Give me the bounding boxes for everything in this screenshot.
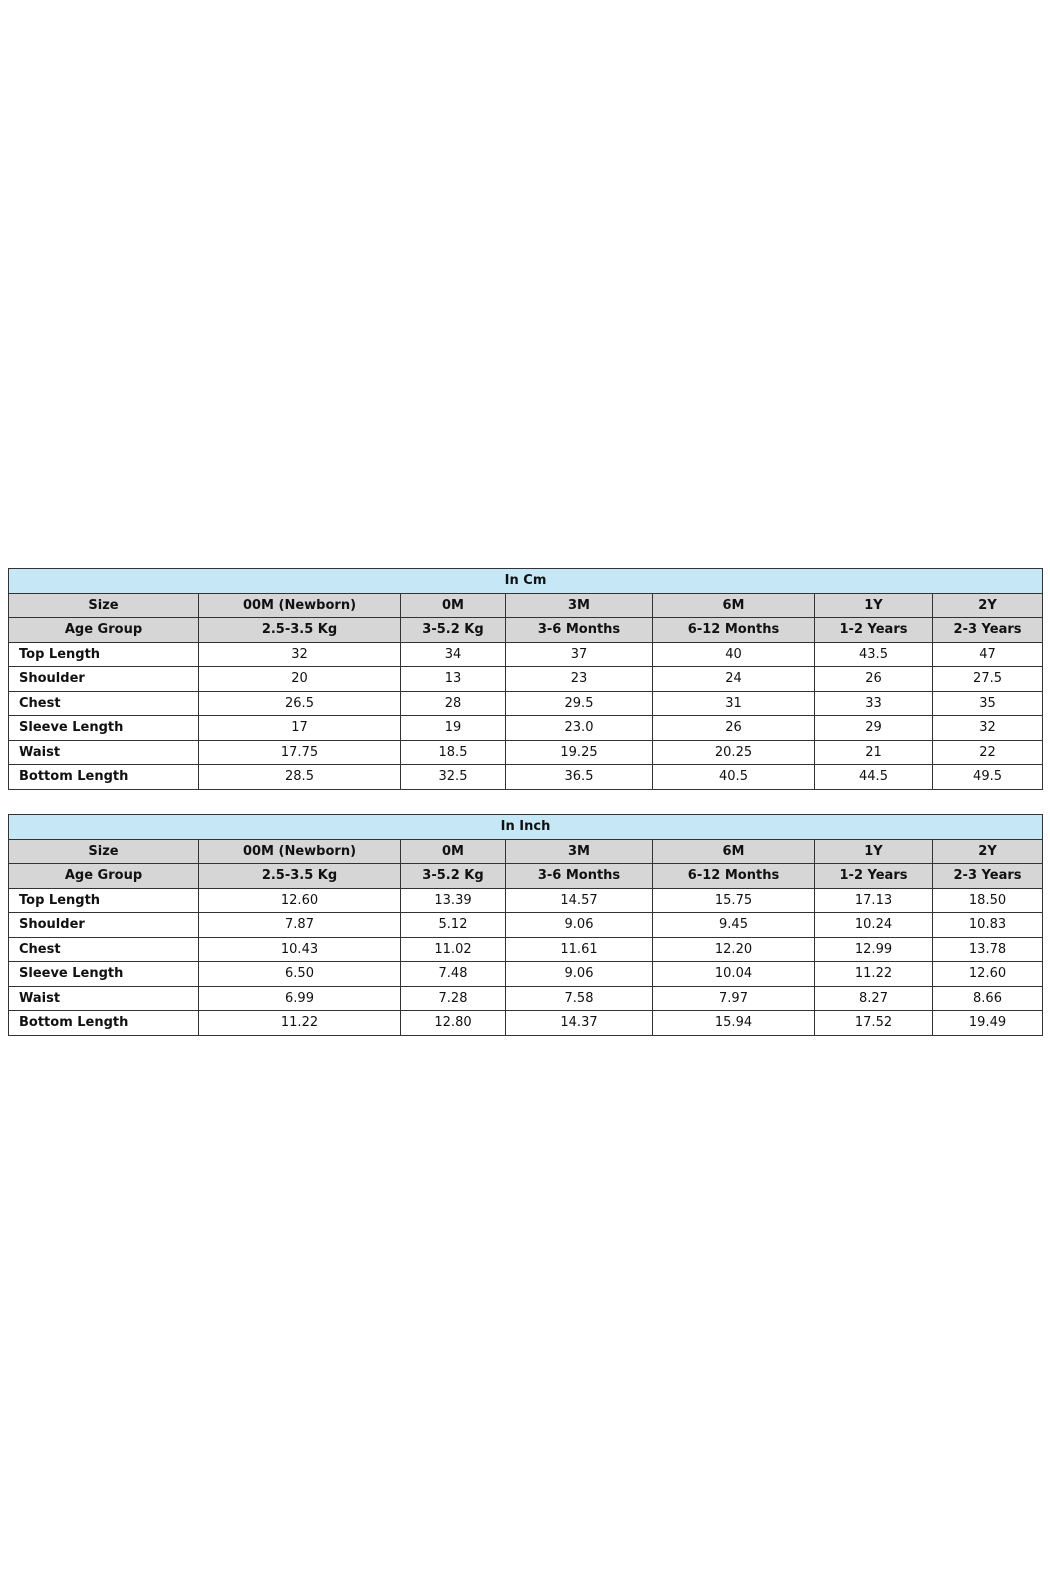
measurement-value: 23.0 [506,716,653,741]
measurement-value: 26 [653,716,815,741]
measurement-value: 23 [506,667,653,692]
age-group-cell: 3-6 Months [506,864,653,889]
measurement-label: Chest [9,937,199,962]
measurement-value: 7.48 [401,962,506,987]
measurement-value: 33 [815,691,933,716]
measurement-value: 28 [401,691,506,716]
measurement-value: 32 [933,716,1043,741]
measurement-value: 10.43 [199,937,401,962]
size-header-cell: 6M [653,839,815,864]
measurement-label: Chest [9,691,199,716]
measurement-value: 13.39 [401,888,506,913]
measurement-value: 11.22 [199,1011,401,1036]
measurement-label: Waist [9,986,199,1011]
measurement-value: 12.60 [933,962,1043,987]
age-group-row [9,618,1043,643]
size-chart-inch [8,814,1042,1036]
size-header-cell: 00M (Newborn) [199,593,401,618]
size-header-cell: 0M [401,839,506,864]
measurement-label: Shoulder [9,913,199,938]
measurement-value: 7.87 [199,913,401,938]
measurement-value: 14.57 [506,888,653,913]
table-row [9,765,1043,790]
table-title-row [9,815,1043,840]
measurement-value: 21 [815,740,933,765]
measurement-value: 12.60 [199,888,401,913]
age-group-cell: 2.5-3.5 Kg [199,864,401,889]
table-title-row [9,569,1043,594]
table-row [9,716,1043,741]
size-header-cell: 00M (Newborn) [199,839,401,864]
size-header-cell: 3M [506,839,653,864]
measurement-value: 9.45 [653,913,815,938]
measurement-value: 13.78 [933,937,1043,962]
measurement-value: 17 [199,716,401,741]
measurement-value: 15.75 [653,888,815,913]
measurement-value: 6.50 [199,962,401,987]
measurement-label: Shoulder [9,667,199,692]
table-title: In Inch [9,815,1043,840]
measurement-value: 10.24 [815,913,933,938]
table-row [9,962,1043,987]
table-row [9,888,1043,913]
measurement-value: 26 [815,667,933,692]
measurement-value: 20.25 [653,740,815,765]
age-group-row [9,864,1043,889]
table-row [9,691,1043,716]
measurement-value: 44.5 [815,765,933,790]
measurement-value: 6.99 [199,986,401,1011]
measurement-value: 32 [199,642,401,667]
measurement-value: 10.83 [933,913,1043,938]
age-group-cell: 3-5.2 Kg [401,864,506,889]
age-group-cell: 6-12 Months [653,864,815,889]
table-row [9,740,1043,765]
measurement-value: 8.66 [933,986,1043,1011]
size-header-cell: 6M [653,593,815,618]
age-group-cell: 2-3 Years [933,618,1043,643]
table-row [9,937,1043,962]
size-header-row [9,839,1043,864]
measurement-value: 17.13 [815,888,933,913]
measurement-value: 18.5 [401,740,506,765]
measurement-value: 40 [653,642,815,667]
table-row [9,913,1043,938]
measurement-value: 19.25 [506,740,653,765]
size-header-cell: 0M [401,593,506,618]
age-group-label: Age Group [9,864,199,889]
measurement-value: 24 [653,667,815,692]
measurement-value: 29 [815,716,933,741]
measurement-value: 35 [933,691,1043,716]
size-table-inch [8,814,1043,1036]
measurement-value: 37 [506,642,653,667]
measurement-value: 8.27 [815,986,933,1011]
measurement-value: 34 [401,642,506,667]
measurement-value: 11.22 [815,962,933,987]
age-group-cell: 2.5-3.5 Kg [199,618,401,643]
measurement-value: 9.06 [506,962,653,987]
measurement-value: 7.28 [401,986,506,1011]
table-row [9,667,1043,692]
measurement-value: 12.20 [653,937,815,962]
size-header-row [9,593,1043,618]
measurement-value: 29.5 [506,691,653,716]
age-group-cell: 3-5.2 Kg [401,618,506,643]
measurement-value: 5.12 [401,913,506,938]
measurement-value: 17.52 [815,1011,933,1036]
measurement-label: Top Length [9,888,199,913]
measurement-value: 28.5 [199,765,401,790]
measurement-value: 12.99 [815,937,933,962]
age-group-cell: 3-6 Months [506,618,653,643]
measurement-value: 11.02 [401,937,506,962]
measurement-value: 47 [933,642,1043,667]
measurement-value: 18.50 [933,888,1043,913]
measurement-value: 22 [933,740,1043,765]
age-group-cell: 1-2 Years [815,618,933,643]
measurement-label: Sleeve Length [9,962,199,987]
measurement-value: 26.5 [199,691,401,716]
measurement-value: 43.5 [815,642,933,667]
size-header-cell: 1Y [815,593,933,618]
size-chart-cm [8,568,1042,790]
size-header-label: Size [9,839,199,864]
measurement-value: 7.58 [506,986,653,1011]
measurement-value: 10.04 [653,962,815,987]
measurement-value: 15.94 [653,1011,815,1036]
measurement-value: 19 [401,716,506,741]
measurement-value: 20 [199,667,401,692]
measurement-value: 7.97 [653,986,815,1011]
size-header-cell: 2Y [933,593,1043,618]
measurement-value: 9.06 [506,913,653,938]
age-group-cell: 2-3 Years [933,864,1043,889]
table-row [9,642,1043,667]
age-group-cell: 6-12 Months [653,618,815,643]
measurement-value: 49.5 [933,765,1043,790]
size-header-cell: 1Y [815,839,933,864]
measurement-label: Top Length [9,642,199,667]
measurement-value: 14.37 [506,1011,653,1036]
measurement-value: 13 [401,667,506,692]
size-header-label: Size [9,593,199,618]
measurement-value: 36.5 [506,765,653,790]
table-title: In Cm [9,569,1043,594]
measurement-value: 32.5 [401,765,506,790]
measurement-value: 11.61 [506,937,653,962]
measurement-label: Bottom Length [9,1011,199,1036]
table-row [9,1011,1043,1036]
age-group-cell: 1-2 Years [815,864,933,889]
measurement-value: 19.49 [933,1011,1043,1036]
measurement-value: 12.80 [401,1011,506,1036]
measurement-label: Sleeve Length [9,716,199,741]
age-group-label: Age Group [9,618,199,643]
measurement-value: 31 [653,691,815,716]
size-table-cm [8,568,1043,790]
measurement-label: Bottom Length [9,765,199,790]
measurement-value: 40.5 [653,765,815,790]
size-header-cell: 2Y [933,839,1043,864]
measurement-value: 17.75 [199,740,401,765]
table-row [9,986,1043,1011]
measurement-label: Waist [9,740,199,765]
measurement-value: 27.5 [933,667,1043,692]
size-header-cell: 3M [506,593,653,618]
